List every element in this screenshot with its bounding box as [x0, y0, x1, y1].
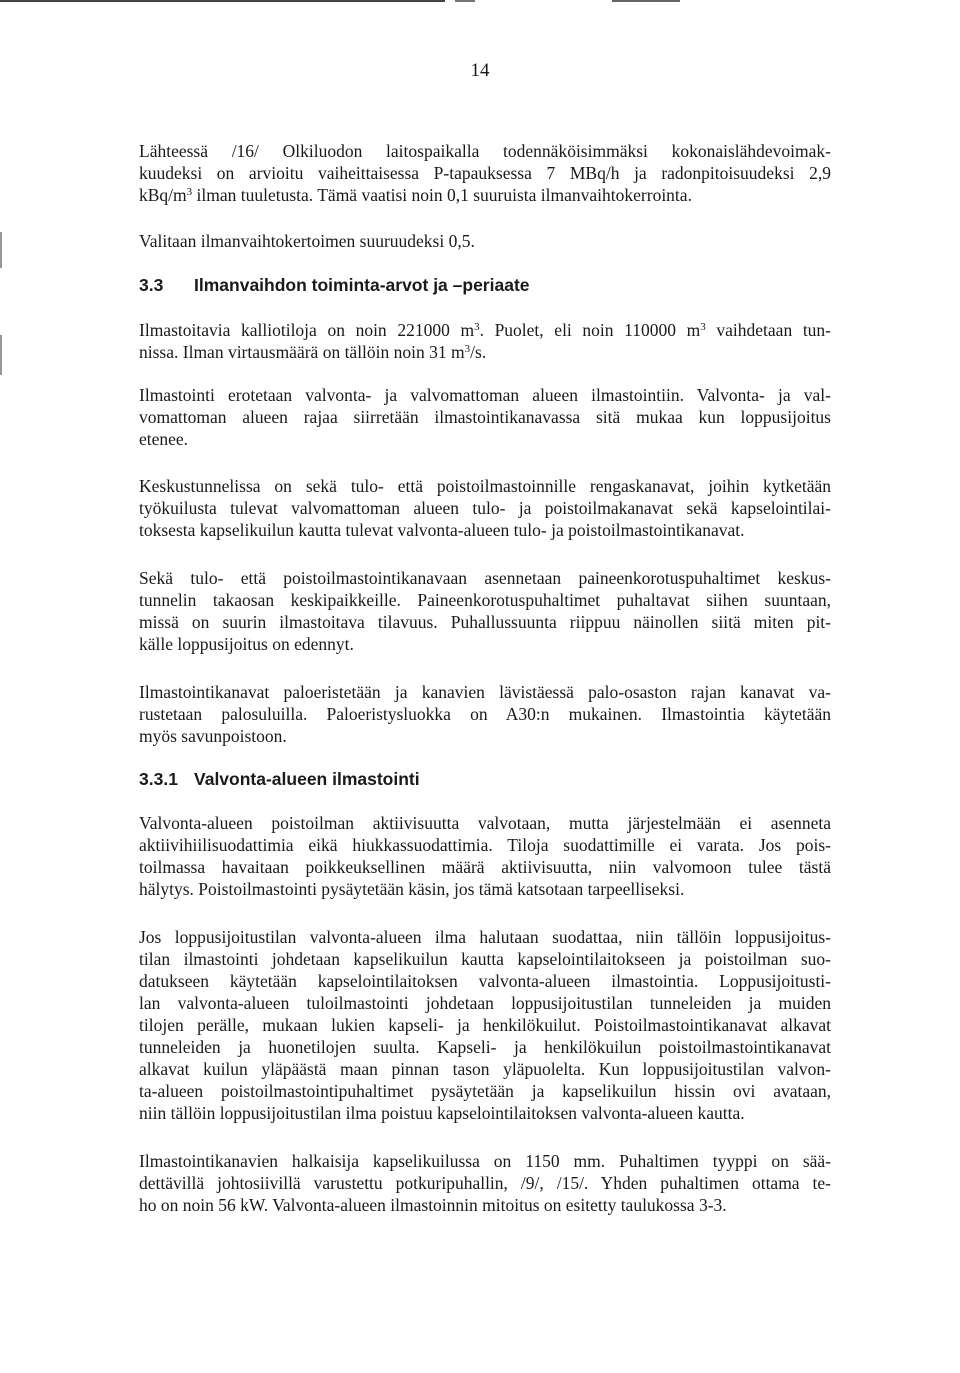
scan-margin-mark — [0, 232, 2, 268]
paragraph-exhaust-monitoring — [139, 812, 831, 900]
text-line: dettävillä johtosiivillä varustettu potkuripuhallin, /9/, /15/. Yhden puhaltimen ottama te- — [139, 1173, 831, 1193]
text-line: Jos loppusijoitustilan valvonta-alueen ilma halutaan suodattaa, niin tällöin loppusijoitus- — [139, 927, 831, 947]
text-line: ho on noin 56 kW. Valvonta-alueen ilmastoinnin mitoitus on esitetty taulukossa 3-3. — [139, 1195, 727, 1215]
paragraph-source-estimate — [139, 140, 831, 206]
text-line: aktiivihiilisuodattimia eikä hiukkassuodattimia. Tiloja suodattimille ei varata. Jos pois- — [139, 835, 831, 855]
scan-margin-mark — [0, 335, 2, 375]
text-line: tilojen perälle, mukaan lukien kapseli- ja henkilökuilut. Poistoilmastointikanavat alkavat — [139, 1015, 831, 1035]
text-line: hälytys. Poistoilmastointi pysäytetään käsin, jos tämä katsotaan tarpeelliseksi. — [139, 879, 685, 899]
text-line: Ilmastointi erotetaan valvonta- ja valvomattoman alueen ilmastointiin. Valvonta- ja val- — [139, 385, 831, 405]
text-line: työkuilusta tulevat valvomattoman alueen tulo- ja poistoilmakanavat sekä kapselointilai- — [139, 498, 831, 518]
paragraph-zone-separation — [139, 384, 831, 450]
paragraph-fire-insulation — [139, 681, 831, 747]
text-line: tunnelin takaosan keskipaikkeille. Paineenkorotuspuhaltimet puhaltavat siihen suuntaan, — [139, 590, 831, 610]
section-heading-3-3 — [139, 274, 530, 296]
paragraph-duct-diameter — [139, 1150, 831, 1216]
text-line: Valitaan ilmanvaihtokertoimen suuruudeksi 0,5. — [139, 231, 475, 251]
scan-line — [0, 0, 445, 2]
text-line: tilan ilmastointi johdetaan kapselikuilun kautta kapselointilaitokseen ja poistoilman suo- — [139, 949, 831, 969]
paragraph-central-tunnel — [139, 475, 831, 541]
text-line: ta-alueen poistoilmastointipuhaltimet pysäytetään ja kapselikuilun hissin ovi avataan, — [139, 1081, 831, 1101]
text-line: toilmassa havaitaan poikkeuksellinen määrä aktiivisuutta, niin valvomoon tulee tästä — [139, 857, 831, 877]
section-heading-3-3-1 — [139, 768, 420, 790]
text-line: tunneleiden ja huonetilojen suulta. Kapseli- ja henkilökuilun poistoilmastointikanavat — [139, 1037, 831, 1057]
text-line: kuudeksi on arvioitu vaiheittaisessa P-tapauksessa 7 MBq/h ja radonpitoisuudeksi 2,9 — [139, 163, 831, 183]
text-line: myös savunpoistoon. — [139, 726, 287, 746]
paragraph-booster-fans — [139, 567, 831, 655]
text-line: toksesta kapselikuilun kautta tulevat valvonta-alueen tulo- ja poistoilmastointikanavat. — [139, 520, 745, 540]
paragraph-rock-volume — [139, 319, 831, 363]
text-line: Valvonta-alueen poistoilman aktiivisuutta valvotaan, mutta järjestelmään ei asenneta — [139, 813, 831, 833]
text-line: rustetaan palosuluilla. Paloeristysluokka on A30:n mukainen. Ilmastointia käytetään — [139, 704, 831, 724]
paragraph-ventilation-coefficient — [139, 230, 831, 252]
paragraph-filtering — [139, 926, 831, 1124]
text-line: vomattoman alueen rajaa siirretään ilmastointikanavassa sitä mukaa kun loppusijoitus — [139, 407, 831, 427]
text-line: kBq/$m^3$ ilman tuuletusta. Tämä vaatisi noin 0,1 suuruista ilmanvaihtokerrointa. — [139, 185, 692, 205]
section-number: 3.3 — [139, 275, 164, 295]
text-line: Keskustunnelissa on sekä tulo- että poistoilmastoinnille rengaskanavat, joihin kytketään — [139, 476, 831, 496]
text-line: källe loppusijoitus on edennyt. — [139, 634, 354, 654]
text-line: Ilmastointikanavien halkaisija kapselikuilussa on 1150 mm. Puhaltimen tyyppi on sää- — [139, 1151, 831, 1171]
section-title: Ilmanvaihdon toiminta-arvot ja –periaate — [194, 275, 530, 295]
text-line: lan valvonta-alueen tuloilmastointi johdetaan loppusijoitustilan tunneleiden ja muiden — [139, 993, 831, 1013]
section-title: Valvonta-alueen ilmastointi — [194, 769, 420, 789]
scan-line — [455, 0, 475, 2]
text-line: datukseen käytetään kapselointilaitoksen valvonta-alueen ilmastointia. Loppusijoitusti- — [139, 971, 831, 991]
text-line: Lähteessä /16/ Olkiluodon laitospaikalla todennäköisimmäksi kokonaislähdevoimak- — [139, 141, 831, 161]
text-line: missä on suurin ilmastoitava tilavuus. Puhallussuunta riippuu näinollen siitä miten pit- — [139, 612, 831, 632]
page-number: 14 — [470, 60, 490, 81]
text-line: Ilmastoitavia kalliotiloja on noin 221000 $m^3$. Puolet, eli noin 110000 $m^3$ vaihdetaan tun- — [139, 320, 832, 340]
text-line: alkavat kuilun yläpäästä maan pinnan tason yläpuolelta. Kun loppusijoitustilan valvon- — [139, 1059, 831, 1079]
text-line: Ilmastointikanavat paloeristetään ja kanavien lävistäessä palo-osaston rajan kanavat va- — [139, 682, 831, 702]
scan-top-edge — [0, 0, 960, 5]
text-line: nissa. Ilman virtausmäärä on tällöin noin 31 $m^3/s$. — [139, 342, 487, 362]
text-line: etenee. — [139, 429, 189, 449]
scan-line — [612, 0, 680, 2]
text-line: Sekä tulo- että poistoilmastointikanavaan asennetaan paineenkorotuspuhaltimet keskus- — [139, 568, 831, 588]
text-line: niin tällöin loppusijoitustilan ilma poistuu kapselointilaitoksen valvonta-alueen kautta. — [139, 1103, 745, 1123]
section-number: 3.3.1 — [139, 769, 178, 789]
